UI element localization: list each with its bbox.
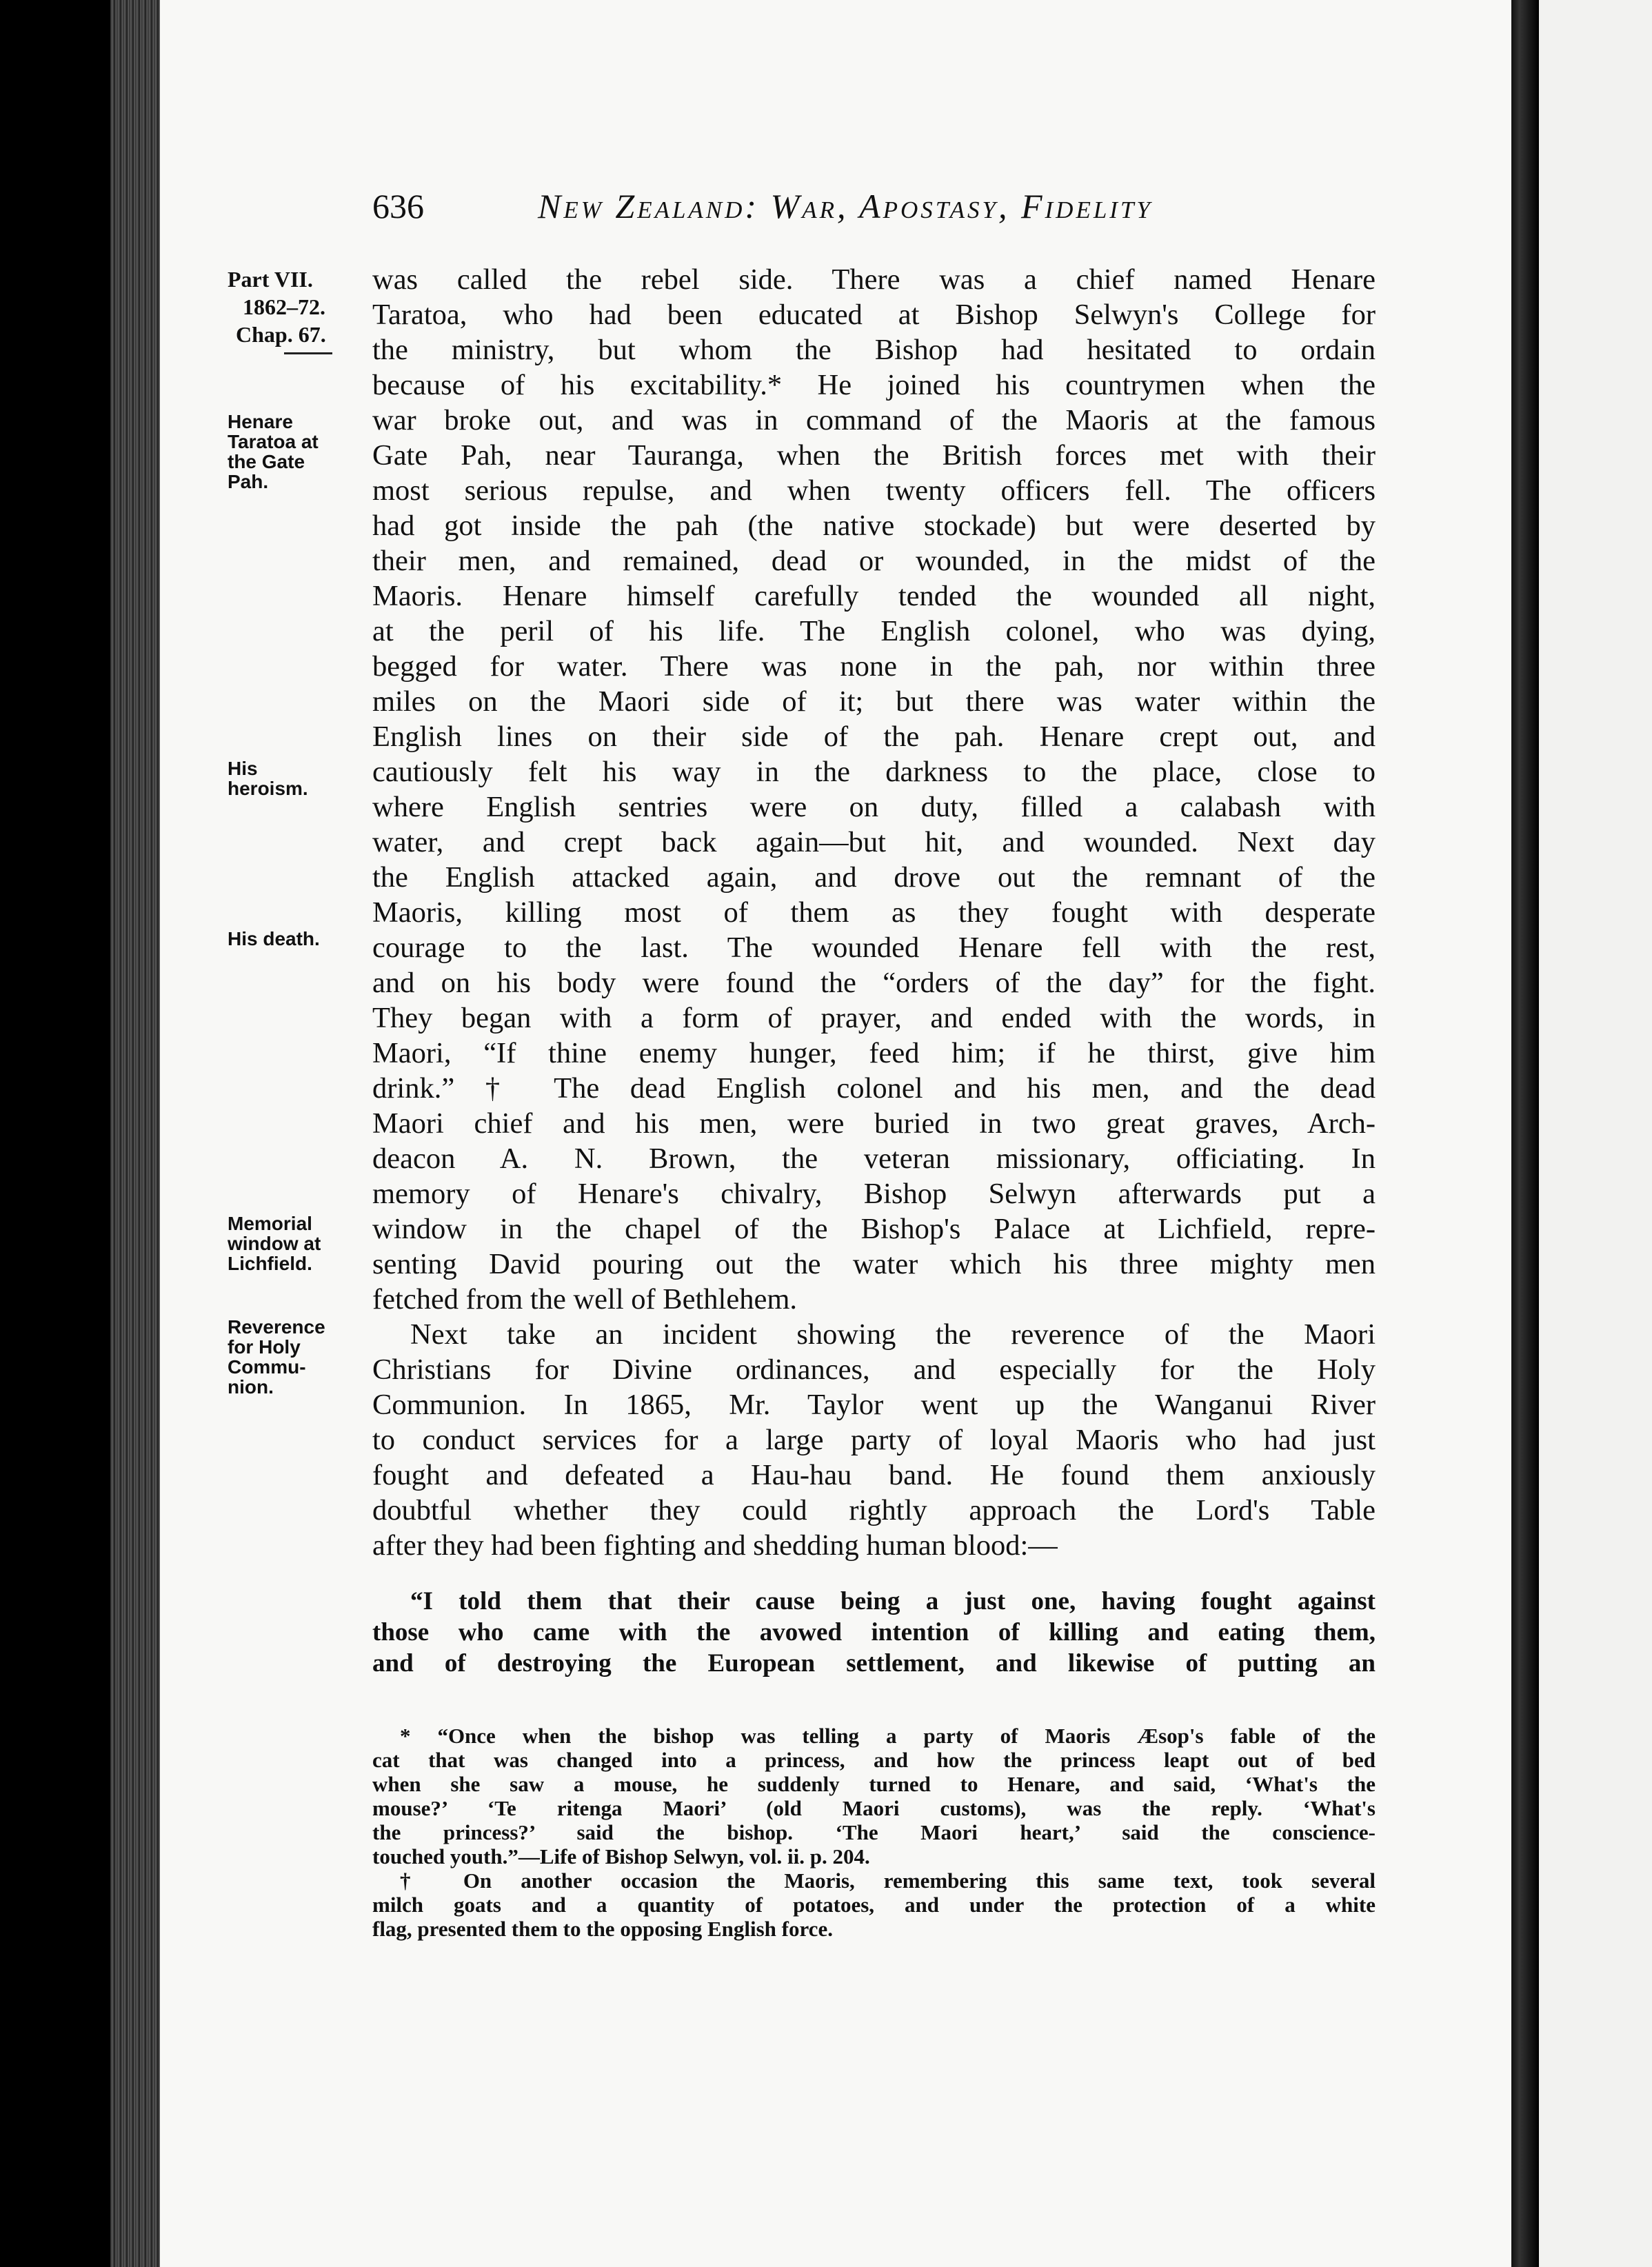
text-line: miles on the Maori side of it; but there was water within the <box>372 685 1376 718</box>
text-line: Maori, “If thine enemy hunger, feed him; if he thirst, give him <box>372 1037 1376 1069</box>
text-line: Maori chief and his men, were buried in two great graves, Arch- <box>372 1107 1376 1140</box>
quote-line: those who came with the avowed intention of killing and eating them, <box>372 1618 1376 1646</box>
text-line: fetched from the well of Bethlehem. <box>372 1283 798 1316</box>
note-line: heroism. <box>228 778 308 799</box>
page-number: 636 <box>372 187 424 225</box>
text-line: deacon A. N. Brown, the veteran missionary, officiating. In <box>372 1142 1376 1175</box>
text-line: memory of Henare's chivalry, Bishop Selwyn afterwards put a <box>372 1178 1376 1210</box>
text-line: because of his excitability.* He joined his countrymen when the <box>372 369 1376 401</box>
text-line: doubtful whether they could rightly approach the Lord's Table <box>372 1494 1376 1527</box>
footnotes <box>372 1724 1376 1941</box>
note-line: window at <box>228 1233 321 1254</box>
text-line: had got inside the pah (the native stockade) but were deserted by <box>372 510 1376 542</box>
text-line: water, and crept back again—but hit, and wounded. Next day <box>372 826 1376 858</box>
part-label: Part VII. <box>228 267 313 292</box>
footnote-line: when she saw a mouse, he suddenly turned to Henare, and said, ‘What's the <box>372 1772 1376 1796</box>
text-line: senting David pouring out the water which his three mighty men <box>372 1248 1376 1280</box>
note-line: Commu- <box>228 1356 306 1378</box>
text-line: drink.” † The dead English colonel and his men, and the dead <box>372 1072 1376 1105</box>
text-line: English lines on their side of the pah. Henare crept out, and <box>372 721 1376 753</box>
footnote-line: touched youth.”—Life of Bishop Selwyn, vol. ii. p. 204. <box>372 1844 870 1868</box>
text-line: to conduct services for a large party of loyal Maoris who had just <box>372 1424 1376 1456</box>
text-line: window in the chapel of the Bishop's Palace at Lichfield, repre- <box>372 1213 1376 1245</box>
footnote-line: flag, presented them to the opposing English force. <box>372 1917 833 1941</box>
text-line: the ministry, but whom the Bishop had hesitated to ordain <box>372 334 1376 366</box>
text-line: and on his body were found the “orders of the day” for the fight. <box>372 967 1376 999</box>
text-line: Maoris, killing most of them as they fought with desperate <box>372 896 1376 929</box>
text-line: Christians for Divine ordinances, and especially for the Holy <box>372 1353 1376 1386</box>
note-line: His <box>228 758 258 779</box>
text-line: most serious repulse, and when twenty officers fell. The officers <box>372 474 1376 507</box>
quote-line: “I told them that their cause being a just one, having fought against <box>410 1587 1376 1615</box>
text-line: Taratoa, who had been educated at Bishop Selwyn's College for <box>372 299 1376 331</box>
footnote-line: † On another occasion the Maoris, remembering this same text, took several <box>400 1868 1376 1893</box>
note-line: Henare <box>228 411 293 432</box>
footnote-line: cat that was changed into a princess, and how the princess leapt out of bed <box>372 1748 1376 1772</box>
text-line: Next take an incident showing the reverence of the Maori <box>410 1318 1376 1351</box>
footnote-line: mouse?’ ‘Te ritenga Maori’ (old Maori customs), was the reply. ‘What's <box>372 1796 1376 1820</box>
part-years: 1862–72. <box>243 294 325 319</box>
text-line: their men, and remained, dead or wounded, in the midst of the <box>372 545 1376 577</box>
text-line: was called the rebel side. There was a chief named Henare <box>372 263 1376 296</box>
text-line: They began with a form of prayer, and ended with the words, in <box>372 1002 1376 1034</box>
note-line: Reverence <box>228 1316 325 1338</box>
footnote-line: milch goats and a quantity of potatoes, and under the protection of a white <box>372 1893 1376 1917</box>
text-line: Gate Pah, near Tauranga, when the British forces met with their <box>372 439 1376 472</box>
note-line: the Gate <box>228 451 305 472</box>
text-line: after they had been fighting and shedding human blood:— <box>372 1529 1058 1562</box>
text-line: Maoris. Henare himself carefully tended the wounded all night, <box>372 580 1376 612</box>
note-line: Taratoa at <box>228 431 319 452</box>
footnote-line: * “Once when the bishop was telling a party of Maoris Æsop's fable of the <box>400 1724 1376 1748</box>
text-line: the English attacked again, and drove out the remnant of the <box>372 861 1376 894</box>
note-line: Lichfield. <box>228 1253 312 1274</box>
text-line: where English sentries were on duty, filled a calabash with <box>372 791 1376 823</box>
chapter-label: Chap. 67. <box>236 322 326 347</box>
text-line: Communion. In 1865, Mr. Taylor went up the Wanganui River <box>372 1389 1376 1421</box>
note-line: for Holy <box>228 1336 301 1358</box>
text-line: war broke out, and was in command of the Maoris at the famous <box>372 404 1376 436</box>
footnote-line: the princess?’ said the bishop. ‘The Maori heart,’ said the conscience- <box>372 1820 1376 1844</box>
note-line: Memorial <box>228 1213 312 1234</box>
text-line: at the peril of his life. The English colonel, who was dying, <box>372 615 1376 647</box>
running-title: New Zealand: War, Apostasy, Fidelity <box>538 187 1153 225</box>
text-line: cautiously felt his way in the darkness to the place, close to <box>372 756 1376 788</box>
note-line: His death. <box>228 928 320 949</box>
note-line: Pah. <box>228 471 269 492</box>
text-line: begged for water. There was none in the pah, nor within three <box>372 650 1376 683</box>
note-line: nion. <box>228 1376 274 1398</box>
quote-line: and of destroying the European settlement, and likewise of putting an <box>372 1649 1376 1677</box>
text-line: courage to the last. The wounded Henare fell with the rest, <box>372 931 1376 964</box>
text-line: fought and defeated a Hau-hau band. He found them anxiously <box>372 1459 1376 1491</box>
